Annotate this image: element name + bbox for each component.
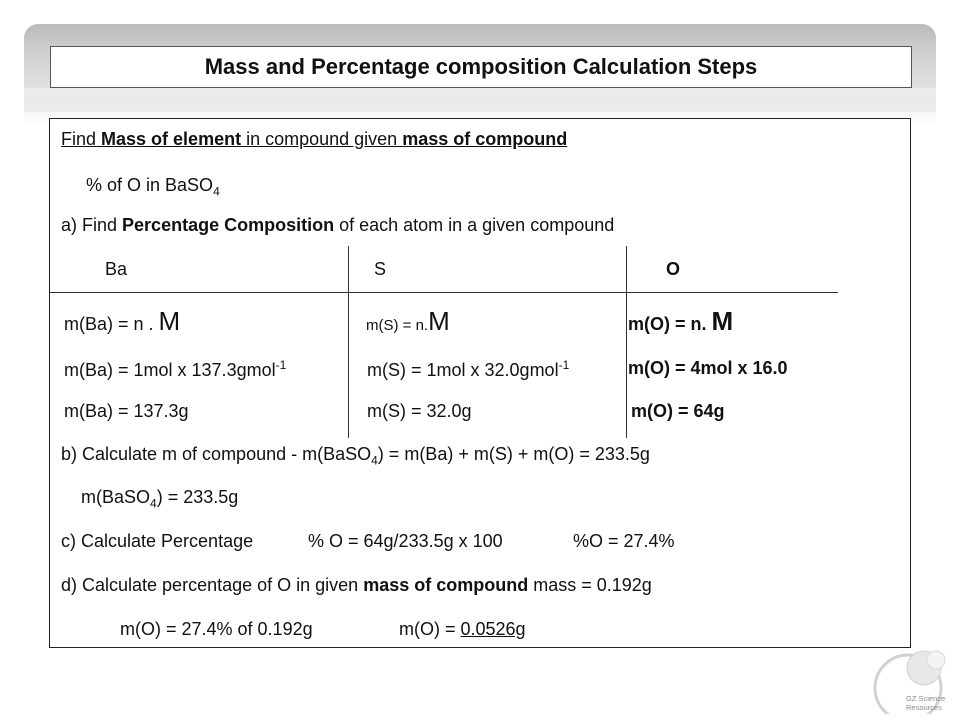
intro-text-4: mass of compound bbox=[402, 129, 568, 149]
question-sub: 4 bbox=[213, 184, 220, 199]
s-formula bbox=[366, 306, 450, 337]
intro-text-1: Find bbox=[61, 129, 102, 149]
gz-science-logo bbox=[866, 646, 948, 714]
s-calc-sup: -1 bbox=[558, 358, 570, 372]
o-formula bbox=[628, 306, 733, 337]
step-d-result-value: 0.0526g bbox=[460, 619, 526, 639]
step-b-line bbox=[61, 444, 650, 468]
column-divider-2 bbox=[626, 246, 627, 438]
ba-formula-text: m(Ba) = n . bbox=[64, 314, 159, 334]
step-d-bold: mass of compound bbox=[363, 575, 529, 595]
step-b-result-text-1: m(BaSO bbox=[81, 487, 151, 507]
s-calc bbox=[367, 358, 569, 381]
ba-calc-text: m(Ba) = 1mol x 137.3gmol bbox=[64, 360, 276, 380]
step-d-line bbox=[61, 575, 652, 596]
step-d-post: mass = 0.192g bbox=[528, 575, 652, 595]
step-b-result bbox=[81, 487, 238, 511]
ba-calc bbox=[64, 358, 286, 381]
logo-line-2: Resources bbox=[906, 703, 942, 712]
step-d-pre: d) Calculate percentage of O in given bbox=[61, 575, 364, 595]
step-c-calc: % O = 64g/233.5g x 100 bbox=[308, 531, 503, 551]
o-formula-text: m(O) = n. bbox=[628, 314, 712, 334]
s-calc-text: m(S) = 1mol x 32.0gmol bbox=[367, 360, 559, 380]
intro-line bbox=[61, 129, 567, 150]
intro-text-2: Mass of element bbox=[101, 129, 242, 149]
s-formula-text: m(S) = n. bbox=[366, 317, 429, 334]
step-d-result bbox=[399, 619, 526, 640]
page-title-text: Mass and Percentage composition Calculation Steps bbox=[204, 54, 758, 79]
column-divider-1 bbox=[348, 246, 349, 438]
o-formula-M: M bbox=[711, 306, 734, 336]
step-c-result: %O = 27.4% bbox=[573, 531, 675, 551]
s-formula-M: M bbox=[428, 306, 450, 336]
o-calc: m(O) = 4mol x 16.0 bbox=[628, 358, 788, 378]
step-b-sub: 4 bbox=[371, 453, 378, 468]
question-text: % of O in BaSO bbox=[86, 175, 214, 195]
col-header-ba: Ba bbox=[105, 259, 128, 279]
s-result: m(S) = 32.0g bbox=[367, 401, 472, 421]
step-a-line bbox=[61, 215, 614, 236]
ba-formula-M: M bbox=[158, 306, 181, 336]
step-b-result-sub: 4 bbox=[150, 496, 157, 511]
step-a-bold: Percentage Composition bbox=[122, 215, 335, 235]
ba-result: m(Ba) = 137.3g bbox=[64, 401, 189, 421]
step-a-pre: a) Find bbox=[61, 215, 123, 235]
step-d-calc: m(O) = 27.4% of 0.192g bbox=[120, 619, 313, 639]
step-b-text-1: b) Calculate m of compound - m(BaSO bbox=[61, 444, 372, 464]
logo-line-1: GZ Science bbox=[906, 694, 946, 703]
col-header-s: S bbox=[374, 259, 387, 279]
o-result: m(O) = 64g bbox=[631, 401, 725, 421]
ba-formula bbox=[64, 306, 180, 337]
content-panel bbox=[49, 118, 911, 648]
page-title bbox=[50, 46, 912, 88]
logo-text bbox=[906, 694, 945, 712]
step-b-result-text-2: ) = 233.5g bbox=[156, 487, 239, 507]
step-a-post: of each atom in a given compound bbox=[334, 215, 615, 235]
intro-text-3: in compound given bbox=[241, 129, 403, 149]
header-underline bbox=[50, 292, 838, 293]
step-d-result-pre: m(O) = bbox=[399, 619, 461, 639]
question-line bbox=[86, 175, 220, 199]
ba-calc-sup: -1 bbox=[275, 358, 287, 372]
step-c-label: c) Calculate Percentage bbox=[61, 531, 254, 551]
step-b-text-2: ) = m(Ba) + m(S) + m(O) = 233.5g bbox=[377, 444, 650, 464]
col-header-o: O bbox=[666, 259, 681, 279]
